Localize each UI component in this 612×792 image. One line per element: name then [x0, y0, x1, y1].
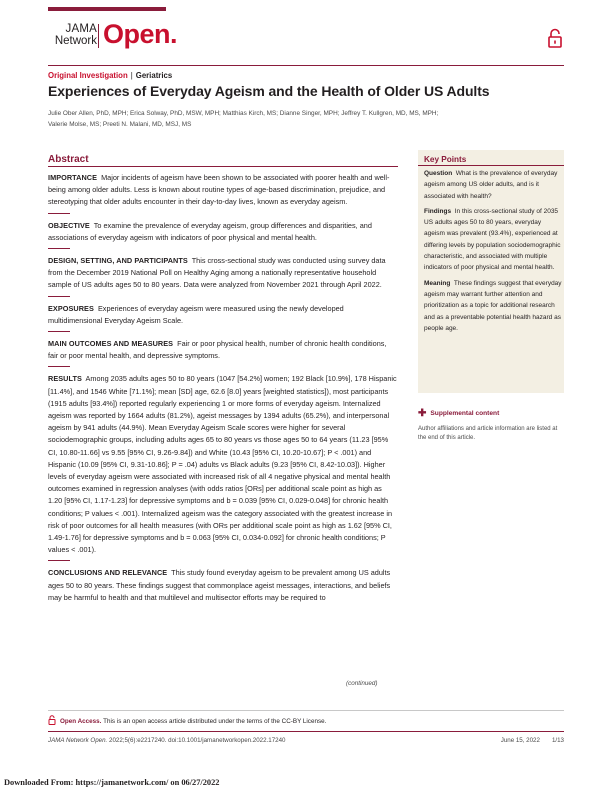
abstract-section-design: DESIGN, SETTING, AND PARTICIPANTS This cross-sectional study was conducted using survey data from the December 2019 National Poll on Healthy Aging among a nationally representative household sample of US adults ages 50 to 80 years. Data were analyzed from November 2021 through April 2022.	[48, 256, 386, 290]
supplemental-label: Supplemental content	[430, 410, 500, 417]
logo-network-text: Network	[54, 35, 97, 47]
affiliations-note: Author affiliations and article information are listed at the end of this article.	[418, 426, 558, 442]
abstract-section-outcomes: MAIN OUTCOMES AND MEASURES Fair or poor physical health, number of chronic health conditions, fair or poor mental health, and depressive symptoms.	[48, 339, 387, 361]
subject-label: Geriatrics	[135, 71, 173, 80]
citation-details: 2022;5(6):e2217240. doi:10.1001/jamanetworkopen.2022.17240	[109, 737, 286, 744]
unlocked-padlock-icon	[48, 715, 56, 725]
citation-journal: JAMA Network Open.	[48, 737, 108, 744]
abstract-section-exposures: EXPOSURES Experiences of everyday ageism were measured using the newly developed multidimensional Everyday Ageism Scale.	[48, 303, 344, 325]
open-access-note	[48, 715, 326, 725]
open-access-label: Open Access.	[60, 718, 102, 725]
footer-divider	[48, 731, 564, 732]
section-divider	[48, 296, 70, 297]
section-divider	[48, 213, 70, 214]
header-divider	[48, 65, 564, 66]
authors-line: Julie Ober Allen, PhD, MPH; Erica Solway, PhD, MSW, MPH; Matthias Kirch, MS; Dianne Singer, MPH; Jeffrey T. Kullgren, MD, MS, MPH;	[48, 110, 439, 117]
abstract-section-importance: IMPORTANCE Major incidents of ageism have been shown to be associated with poorer health and well-being among older adults. Less is known about routine types of age-based discrimination, prejudice, and stereotyping that older adults encounter in their day-to-day lives, known as everyday ageism.	[48, 173, 390, 207]
key-point-meaning: Meaning These findings suggest that everyday ageism may warrant further attention and prioritization as a topic for additional research and as a preventable potential health hazard as people age.	[424, 279, 562, 332]
section-divider	[48, 560, 70, 561]
category-label: Original Investigation	[48, 71, 128, 80]
continued-note: (continued)	[346, 680, 378, 687]
download-note: Downloaded From: https://jamanetwork.com/ on 06/27/2022	[4, 778, 220, 787]
abstract-section-conclusions: CONCLUSIONS AND RELEVANCE This study found everyday ageism to be prevalent among US adults ages 50 to 80 years. These findings suggest that commonplace ageist messages, interactions, and beliefs may be harmful to health and that multilevel and multisector efforts may be required to	[48, 568, 391, 602]
key-points-heading: Key Points	[424, 155, 467, 164]
abstract-divider	[48, 166, 398, 167]
open-access-text: This is an open access article distributed under the terms of the CC-BY License.	[103, 718, 327, 725]
key-point-findings: Findings In this cross-sectional study of 2035 US adults ages 50 to 80 years, everyday ageism was prevalent (93.4%), experienced at differing levels by population sociodemographic characteristic, and associated with multiple indicators of poor physical and mental health.	[424, 207, 561, 272]
key-points-body	[424, 168, 562, 338]
category-separator: |	[130, 71, 133, 80]
unlocked-padlock-icon	[548, 28, 562, 48]
section-divider	[48, 366, 70, 367]
author-list	[48, 108, 478, 130]
logo-open-text: Open.	[103, 19, 178, 49]
page-number: 1/13	[551, 737, 564, 744]
article-category	[48, 71, 172, 80]
abstract-section-results: RESULTS Among 2035 adults ages 50 to 80 years (1047 [54.2%] women; 192 Black [10.9%], 178 Hispanic [11.4%], and 1546 White [71.1%]; mean [SD] age, 62.6 [8.0] years [weighted statistics]), most participants (1915 adults [93.4%]) reported regularly experiencing 1 or more forms of everyday ageism. Internalized ageism was reported by 1664 adults (81.2%), ageist messages by 1394 adults (65.2%), and interpersonal ageism by 941 adults (44.9%). Mean Everyday Ageism Scale scores were higher for several sociodemographic groups, including adults ages 65 to 80 years vs those ages 50 to 64 years (11.23 [95% CI, 10.80-11.66] vs 9.55 [95% CI, 9.26-9.84]) and White (10.43 [95% CI, 10.20-10.67]; P < .001) and Hispanic (10.09 [95% CI, 9.31-10.86]; P = .04) adults vs Black adults (9.23 [95% CI, 8.42-10.03]). Higher levels of everyday ageism were associated with increased risk of all 4 negative physical and mental health outcomes examined in regression analyses (with odds ratios [ORs] per additional scale point as high as 1.20 [95% CI, 1.17-1.23] for depressive symptoms and b = 0.039 [95% CI, 0.029-0.048] for chronic health conditions; P values < .001). Internalized ageism was the category associated with the greatest increase in risk of poor outcomes for all health measures (with ORs per additional scale point as high as 1.62 [95% CI, 1.49-1.76] for depressive symptoms and b = 0.063 [95% CI, 0.034-0.092] for chronic health conditions; P values < .001).	[48, 374, 397, 555]
authors-line: Valerie Molse, MS; Preeti N. Malani, MD, MSJ, MS	[48, 121, 192, 128]
key-points-divider	[418, 165, 564, 166]
section-divider	[48, 248, 70, 249]
footer-citation	[48, 737, 286, 744]
logo-divider	[98, 24, 99, 48]
article-title: Experiences of Everyday Ageism and the Health of Older US Adults	[48, 83, 490, 99]
publication-date: June 15, 2022	[500, 737, 540, 744]
abstract-body	[48, 172, 398, 604]
brand-top-bar	[48, 7, 166, 11]
abstract-heading: Abstract	[48, 154, 89, 165]
key-point-question: Question What is the prevalence of everyday ageism among US older adults, and is it associated with health?	[424, 170, 558, 200]
footer-date-page	[444, 737, 564, 744]
logo-jama-text: JAMA	[65, 23, 97, 35]
open-access-divider	[48, 710, 564, 711]
abstract-section-objective: OBJECTIVE To examine the prevalence of everyday ageism, group differences and disparities, and associations of everyday ageism with indicators of poor physical and mental health.	[48, 220, 372, 242]
supplemental-content-link[interactable]	[418, 407, 499, 418]
plus-icon: ✚	[418, 408, 427, 419]
section-divider	[48, 331, 70, 332]
